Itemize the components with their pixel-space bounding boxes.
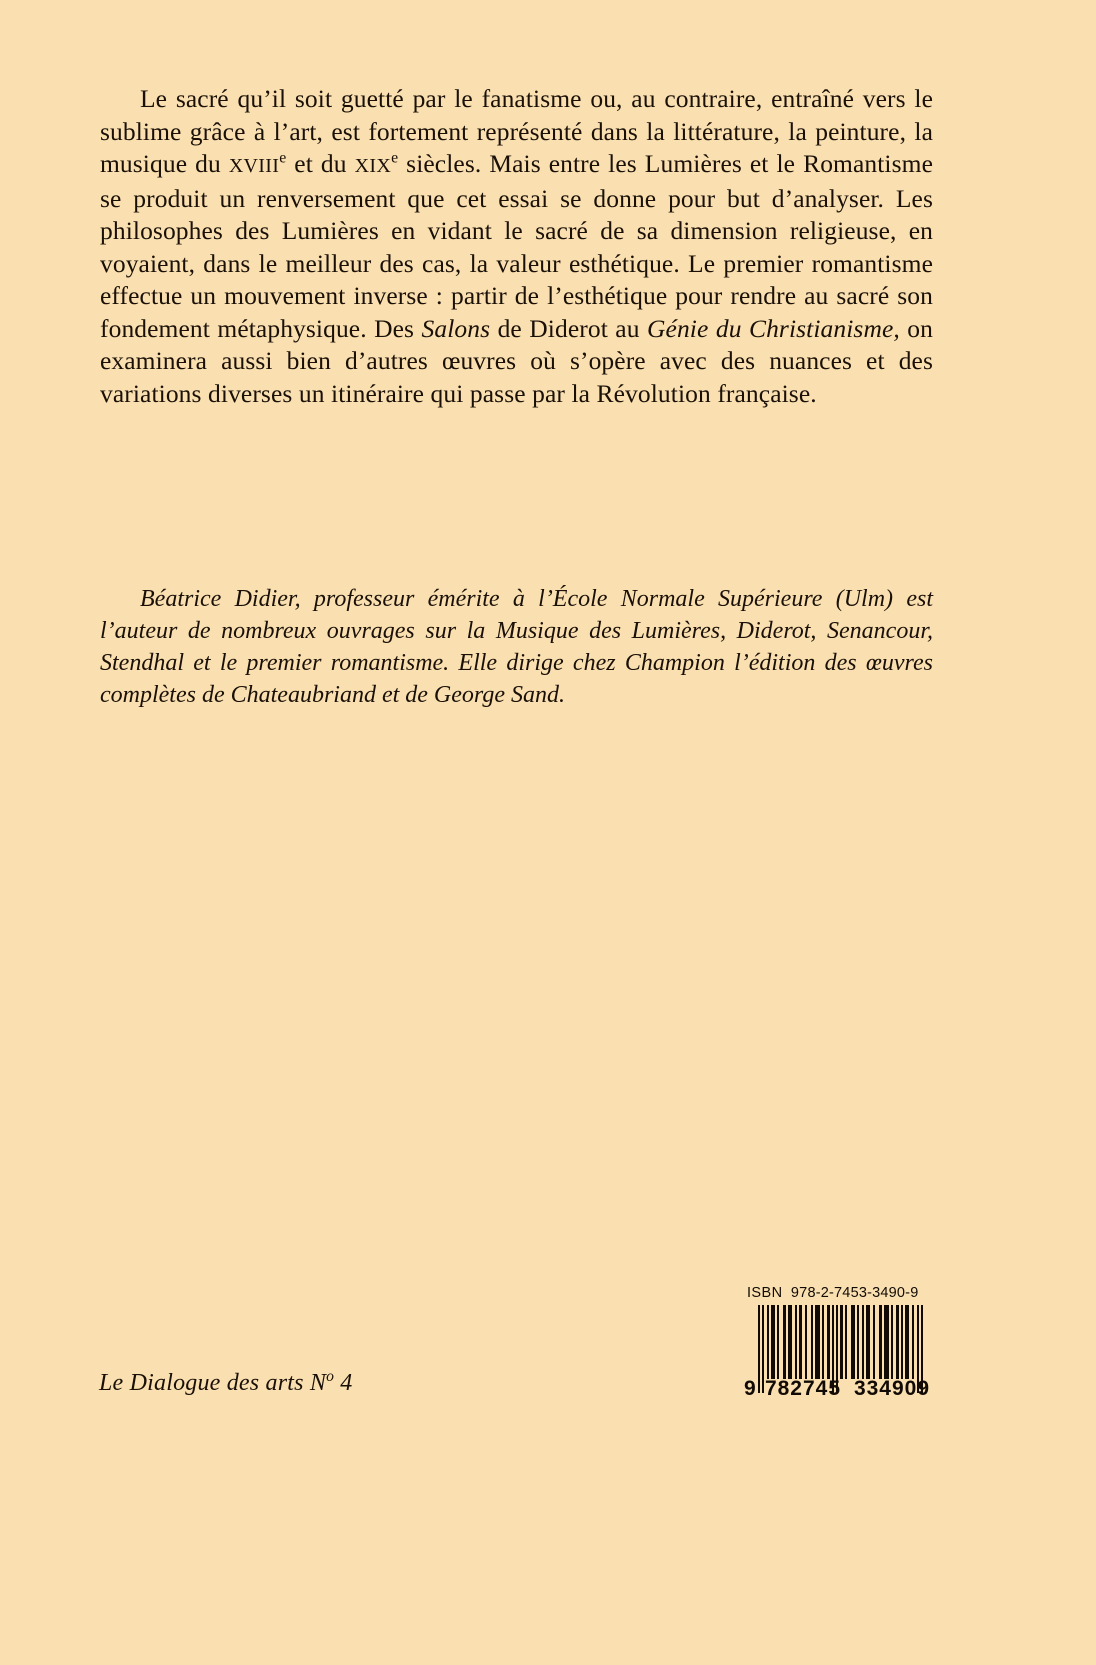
barcode-digits	[744, 1377, 944, 1401]
series-label	[99, 1370, 352, 1397]
barcode-digits-left: 782745	[764, 1377, 842, 1400]
blurb-part-1: Le sacré qu’il soit guetté par le fanatisme ou, au contraire, entraîné vers le sublime grâce à l’art, est fortement représenté dans la littérature, la peinture, la musique du	[100, 84, 933, 178]
barcode-block	[744, 1285, 944, 1405]
century-19: XIX	[354, 155, 392, 177]
series-number-ordinal: o	[326, 1368, 335, 1385]
century-19-sup: e	[391, 149, 399, 167]
title-salons: Salons	[421, 313, 491, 343]
barcode-digit-lead: 9	[744, 1377, 757, 1400]
author-bio-text: Béatrice Didier, professeur émérite à l’École Normale Supérieure (Ulm) est l’auteur de nombreux ouvrages sur la Musique des Lumières, Diderot, Senancour, Stendhal et le premier romantisme. Elle dirige chez Champion l’édition des œuvres complètes de Chateaubriand et de George Sand.	[100, 586, 933, 708]
blurb-part-4: de Diderot au	[490, 313, 648, 343]
isbn-line	[744, 1285, 944, 1301]
isbn-number: 978-2-7453-3490-9	[790, 1285, 919, 1301]
blurb-part-2: et du	[286, 149, 355, 178]
series-title: Le Dialogue des arts N	[99, 1370, 327, 1396]
author-bio	[100, 583, 933, 711]
blurb-paragraph	[100, 83, 933, 410]
title-genie-du-christianisme: Génie du Christianisme,	[647, 313, 900, 343]
blurb-text	[100, 83, 933, 410]
century-18-sup: e	[279, 149, 287, 167]
ean13-barcode	[744, 1305, 944, 1405]
barcode-digits-right: 334909	[853, 1377, 931, 1400]
blurb-part-5: on examinera aussi bien d’autres œuvres où s’opère avec des nuances et des variations diverses un itinéraire qui passe par la Révolution française.	[100, 313, 933, 408]
blurb-part-3: siècles. Mais entre les Lumières et le Romantisme se produit un renversement que cet essai se donne pour but d’analyser. Les philosophes des Lumières en vidant le sacré de sa dimension religieuse, en voyaient, dans le meilleur des cas, la valeur esthétique. Le premier romantisme effectue un mouvement inverse : partir de l’esthétique pour rendre au sacré son fondement métaphysique. Des	[100, 149, 933, 343]
century-18: XVIII	[228, 155, 280, 177]
series-number: 4	[334, 1370, 353, 1396]
isbn-label: ISBN	[747, 1285, 783, 1301]
